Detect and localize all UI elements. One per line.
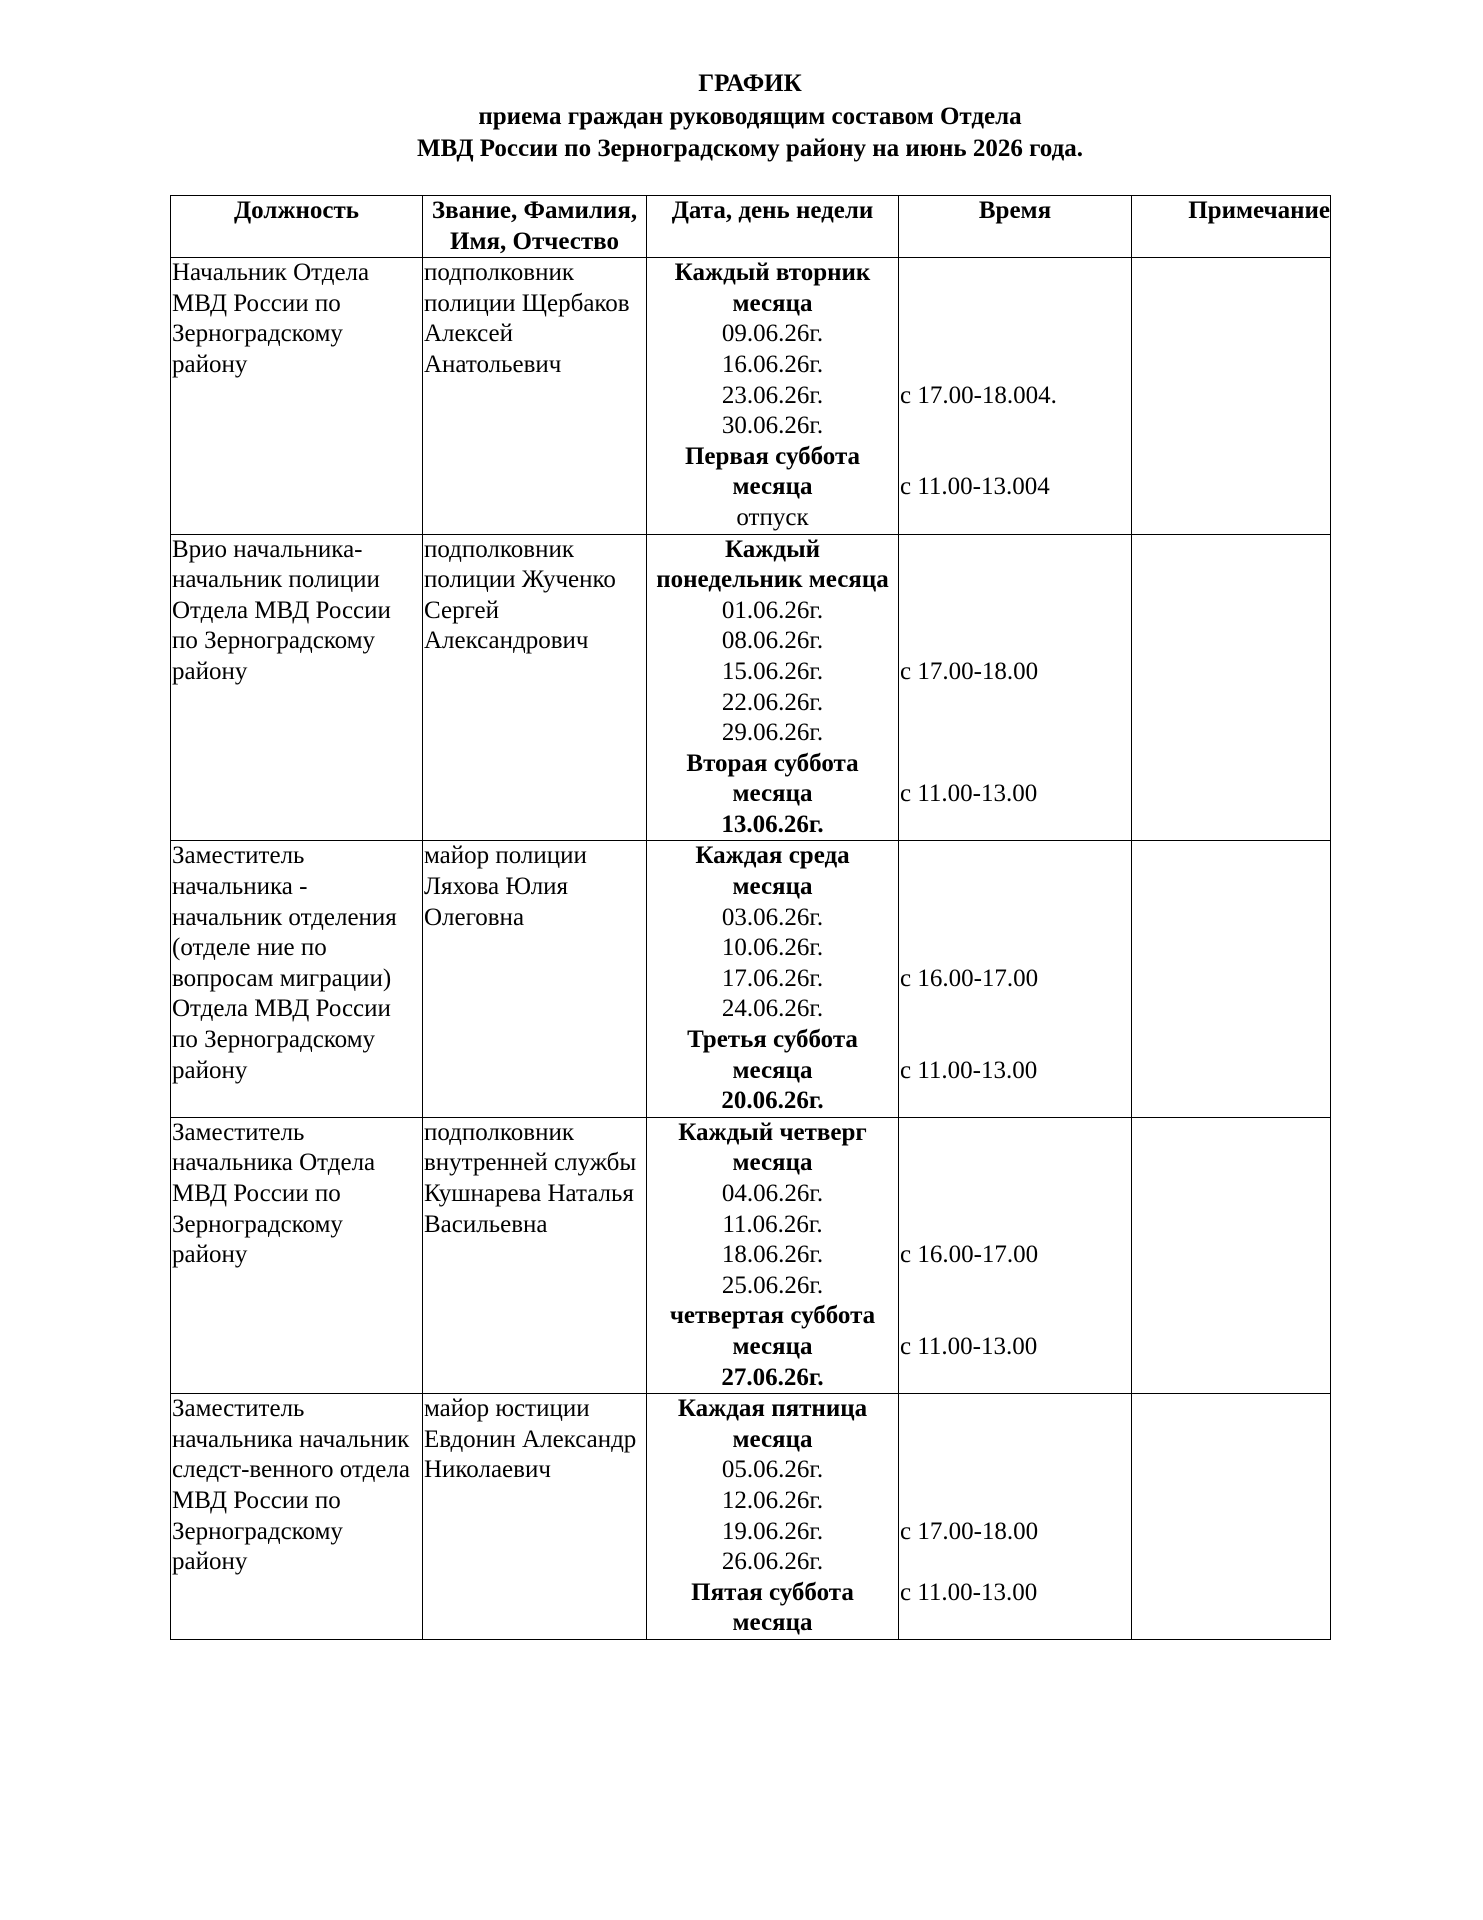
document-subtitle-line-2: МВД России по Зерноградскому району на июнь 2026 года.: [417, 135, 1083, 162]
cell-time: [899, 534, 1132, 841]
cell-time: [899, 1394, 1132, 1640]
cell-name: подполковник внутренней службы Кушнарева Наталья Васильевна: [423, 1117, 647, 1393]
saturday-label: четвертая суббота: [669, 1302, 876, 1330]
saturday-date: 20.06.26г.: [721, 1087, 824, 1115]
weekly-day-label: месяца: [732, 289, 813, 317]
saturday-label: месяца: [732, 473, 813, 501]
time-spacer: [900, 1179, 1130, 1210]
cell-name: подполковник полиции Жученко Сергей Александрович: [423, 534, 647, 841]
saturday-label: месяца: [732, 1332, 813, 1360]
time-spacer: [900, 1271, 1130, 1302]
time-spacer: [900, 1425, 1130, 1456]
time-spacer: [900, 1025, 1130, 1056]
time-saturday: с 11.00-13.004: [900, 473, 1050, 501]
time-spacer: [900, 872, 1130, 903]
reception-date: 23.06.26г.: [721, 381, 824, 409]
time-spacer: [900, 1547, 1130, 1578]
weekly-day-label: Каждая пятница: [677, 1395, 868, 1423]
cell-position: Заместитель начальника Отдела МВД России по Зерноградскому району: [171, 1117, 423, 1393]
reception-date: 19.06.26г.: [721, 1517, 824, 1545]
cell-time: [899, 841, 1132, 1117]
cell-note: [1132, 841, 1331, 1117]
cell-position: Заместитель начальника - начальник отделения (отделе ние по вопросам миграции) Отдела МВД России по Зерноградскому району: [171, 841, 423, 1117]
table-row: [171, 1117, 1331, 1393]
table-row: [171, 1394, 1331, 1640]
time-spacer: [900, 411, 1130, 442]
weekly-day-label: месяца: [732, 1425, 813, 1453]
reception-date: 22.06.26г.: [721, 688, 824, 716]
time-spacer: [900, 1486, 1130, 1517]
time-spacer: [900, 1301, 1130, 1332]
saturday-label: Пятая суббота: [691, 1578, 854, 1606]
reception-date: 17.06.26г.: [721, 964, 824, 992]
cell-time: [899, 1117, 1132, 1393]
weekly-day-label: месяца: [732, 873, 813, 901]
time-weekly: с 17.00-18.004.: [900, 381, 1057, 409]
time-spacer: [900, 442, 1130, 473]
time-spacer: [900, 350, 1130, 381]
reception-date: 15.06.26г.: [721, 657, 824, 685]
document-title: ГРАФИК: [698, 70, 802, 97]
cell-name: подполковник полиции Щербаков Алексей Анатольевич: [423, 258, 647, 534]
saturday-label: месяца: [732, 780, 813, 808]
column-header-position: Должность: [171, 196, 423, 258]
saturday-date: отпуск: [736, 503, 809, 531]
time-spacer: [900, 933, 1130, 964]
cell-date: [647, 1117, 899, 1393]
weekly-day-label: Каждый четверг: [678, 1118, 867, 1146]
time-weekly: с 17.00-18.00: [900, 1517, 1039, 1545]
column-header-time: Время: [899, 196, 1132, 258]
reception-date: 08.06.26г.: [721, 627, 824, 655]
time-spacer: [900, 289, 1130, 320]
weekly-day-label: Каждый: [725, 535, 820, 563]
time-spacer: [900, 718, 1130, 749]
time-spacer: [900, 749, 1130, 780]
reception-date: 12.06.26г.: [721, 1486, 824, 1514]
time-saturday: с 11.00-13.00: [900, 1332, 1038, 1360]
saturday-label: Вторая суббота: [686, 749, 859, 777]
reception-date: 18.06.26г.: [721, 1241, 824, 1269]
reception-date: 10.06.26г.: [721, 934, 824, 962]
cell-date: [647, 534, 899, 841]
weekly-day-label: месяца: [732, 1149, 813, 1177]
reception-date: 16.06.26г.: [721, 350, 824, 378]
time-spacer: [900, 258, 1130, 289]
cell-position: Врио начальника-начальник полиции Отдела МВД России по Зерноградскому району: [171, 534, 423, 841]
reception-date: 05.06.26г.: [721, 1456, 824, 1484]
reception-date: 04.06.26г.: [721, 1180, 824, 1207]
reception-date: 24.06.26г.: [721, 995, 824, 1023]
time-spacer: [900, 535, 1130, 566]
cell-position: Заместитель начальника начальник следст-венного отдела МВД России по Зерноградскому району: [171, 1394, 423, 1640]
cell-note: [1132, 534, 1331, 841]
time-weekly: с 16.00-17.00: [900, 964, 1039, 992]
schedule-table: [170, 195, 1331, 1640]
time-spacer: [900, 626, 1130, 657]
cell-date: [647, 258, 899, 534]
weekly-day-label: Каждый вторник: [674, 259, 871, 287]
time-spacer: [900, 688, 1130, 719]
cell-date: [647, 1394, 899, 1640]
saturday-date: 27.06.26г.: [721, 1363, 824, 1391]
time-weekly: с 16.00-17.00: [900, 1241, 1039, 1269]
time-saturday: с 11.00-13.00: [900, 1056, 1038, 1084]
time-spacer: [900, 841, 1130, 872]
time-saturday: с 11.00-13.00: [900, 1578, 1038, 1606]
saturday-label: Третья суббота: [687, 1026, 858, 1054]
weekly-day-label: понедельник месяца: [656, 566, 889, 594]
weekly-day-label: Каждая среда: [695, 842, 850, 870]
saturday-label: месяца: [732, 1056, 813, 1084]
reception-date: 03.06.26г.: [721, 903, 824, 931]
reception-date: 26.06.26г.: [721, 1548, 824, 1576]
cell-position: Начальник Отдела МВД России по Зерноградскому району: [171, 258, 423, 534]
saturday-label: месяца: [732, 1609, 813, 1637]
reception-date: 25.06.26г.: [721, 1271, 824, 1299]
time-spacer: [900, 319, 1130, 350]
reception-date: 01.06.26г.: [721, 596, 824, 624]
document-header: [170, 68, 1330, 165]
document-subtitle-line-1: приема граждан руководящим составом Отдела: [478, 103, 1022, 130]
time-spacer: [900, 994, 1130, 1025]
time-weekly: с 17.00-18.00: [900, 657, 1039, 685]
column-header-note: Примечание: [1132, 196, 1331, 258]
saturday-date: 13.06.26г.: [721, 810, 824, 838]
time-spacer: [900, 1148, 1130, 1179]
reception-date: 29.06.26г.: [721, 719, 824, 747]
time-spacer: [900, 903, 1130, 934]
time-spacer: [900, 1210, 1130, 1241]
time-spacer: [900, 1394, 1130, 1425]
cell-name: майор юстиции Евдонин Александр Николаевич: [423, 1394, 647, 1640]
table-header-row: [171, 196, 1331, 258]
cell-note: [1132, 1117, 1331, 1393]
cell-name: майор полиции Ляхова Юлия Олеговна: [423, 841, 647, 1117]
time-spacer: [900, 565, 1130, 596]
time-saturday: с 11.00-13.00: [900, 780, 1038, 808]
table-row: [171, 534, 1331, 841]
cell-date: [647, 841, 899, 1117]
time-spacer: [900, 1118, 1130, 1149]
cell-note: [1132, 1394, 1331, 1640]
reception-date: 11.06.26г.: [722, 1210, 823, 1238]
cell-note: [1132, 258, 1331, 534]
reception-date: 09.06.26г.: [721, 320, 824, 348]
table-row: [171, 841, 1331, 1117]
time-spacer: [900, 596, 1130, 627]
time-spacer: [900, 1455, 1130, 1486]
table-body: [171, 258, 1331, 1640]
saturday-label: Первая суббота: [684, 442, 861, 470]
cell-time: [899, 258, 1132, 534]
table-row: [171, 258, 1331, 534]
column-header-date: Дата, день недели: [647, 196, 899, 258]
column-header-name: Звание, Фамилия, Имя, Отчество: [423, 196, 647, 258]
reception-date: 30.06.26г.: [721, 412, 824, 440]
